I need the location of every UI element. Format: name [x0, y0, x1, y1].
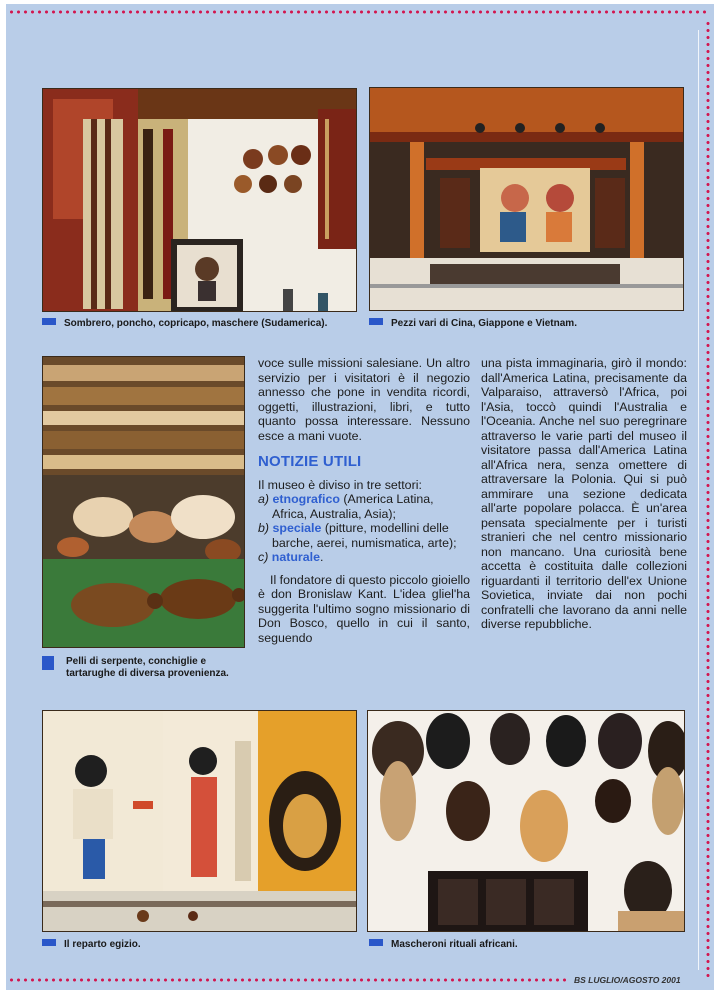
page-footer [574, 975, 681, 985]
photo-naturale [42, 356, 245, 648]
caption-marker [42, 939, 56, 946]
sector-c [258, 550, 470, 565]
section-heading: NOTIZIE UTILI [258, 453, 362, 470]
article-column-right [481, 356, 687, 632]
frame-line [698, 30, 699, 970]
caption-photo-maschere [369, 939, 518, 951]
sector-name: etnografico [272, 492, 340, 506]
photo-egitto [42, 710, 357, 932]
caption-marker [42, 318, 56, 325]
caption-text: Mascheroni rituali africani. [391, 939, 518, 950]
sector-letter: b) [258, 521, 270, 535]
caption-marker [369, 318, 383, 325]
sector-letter: c) [258, 550, 269, 564]
photo-maschere-africane [367, 710, 685, 932]
photo-sudamerica [42, 88, 357, 312]
paragraph-founder: Il fondatore di questo piccolo gioiello è don Bronislaw Kant. L'idea gliel'ha suggerita l'ultimo sogno missionario di Don Bosco, quello in cui il santo, seguendo [258, 572, 470, 645]
article-column-middle [258, 356, 470, 645]
caption-text-line1: Pelli di serpente, conchiglie e [66, 656, 207, 667]
paragraph-intro: voce sulle missioni salesiane. Un altro servizio per i visitatori è il negozio annesso che pone in vendita ricordi, oggetti, illustrazioni, libri, e tutto quanto possa interessare. Nessuno esce a mani vuote. [258, 356, 470, 443]
caption-marker [42, 656, 54, 670]
sector-a [258, 492, 470, 521]
sector-b [258, 521, 470, 550]
caption-photo-sudamerica [42, 318, 327, 330]
sector-desc: (America Latina, Africa, Australia, Asia); [272, 492, 434, 521]
caption-text: Il reparto egizio. [64, 939, 141, 950]
paragraph-right: una pista immaginaria, girò il mondo: dall'America Latina, precisamente da Valparaiso, attraversò l'Africa, poi l'Asia, toccò quindi l'Australia e l'Oceania. Anche nel suo peregrinare attraverso le varie parti del museo il visitatore passa dall'America Latina all'Africa nera, senza omettere di attraversare la Polonia. Qui si può ammirare una sezione dedicata all'arte popolare polacca. È un'area pensata specialmente per i turisti stranieri che nel centro missionario non mancano. Una curiosità bene accetta è costituita dalle collezioni riguardanti il territorio dell'ex Unione Sovietica, inviate dai non pochi confratelli che lavorano da anni nelle diverse repubbliche. [481, 356, 687, 631]
dotted-border-bottom [8, 978, 568, 982]
caption-text-line2: tartarughe di diversa provenienza. [66, 668, 229, 679]
caption-marker [369, 939, 383, 946]
sector-name: speciale [272, 521, 322, 535]
caption-photo-naturale [66, 656, 229, 680]
dotted-border-right [706, 20, 710, 980]
caption-text: Pezzi vari di Cina, Giappone e Vietnam. [391, 318, 577, 329]
footer-text: BS LUGLIO/AGOSTO 2001 [574, 975, 681, 985]
sector-desc: (pitture, modellini delle barche, aerei, numismatica, arte); [272, 521, 457, 550]
dotted-border-top [8, 10, 708, 14]
caption-photo-asia [369, 318, 577, 330]
sector-name: naturale [271, 550, 320, 564]
photo-asia [369, 87, 684, 311]
paragraph-sectors-intro: Il museo è diviso in tre settori: [258, 477, 422, 492]
caption-text: Sombrero, poncho, copricapo, maschere (Sudamerica). [64, 318, 328, 329]
sector-end: . [319, 550, 324, 564]
sector-letter: a) [258, 492, 270, 506]
caption-photo-egitto [42, 939, 141, 951]
